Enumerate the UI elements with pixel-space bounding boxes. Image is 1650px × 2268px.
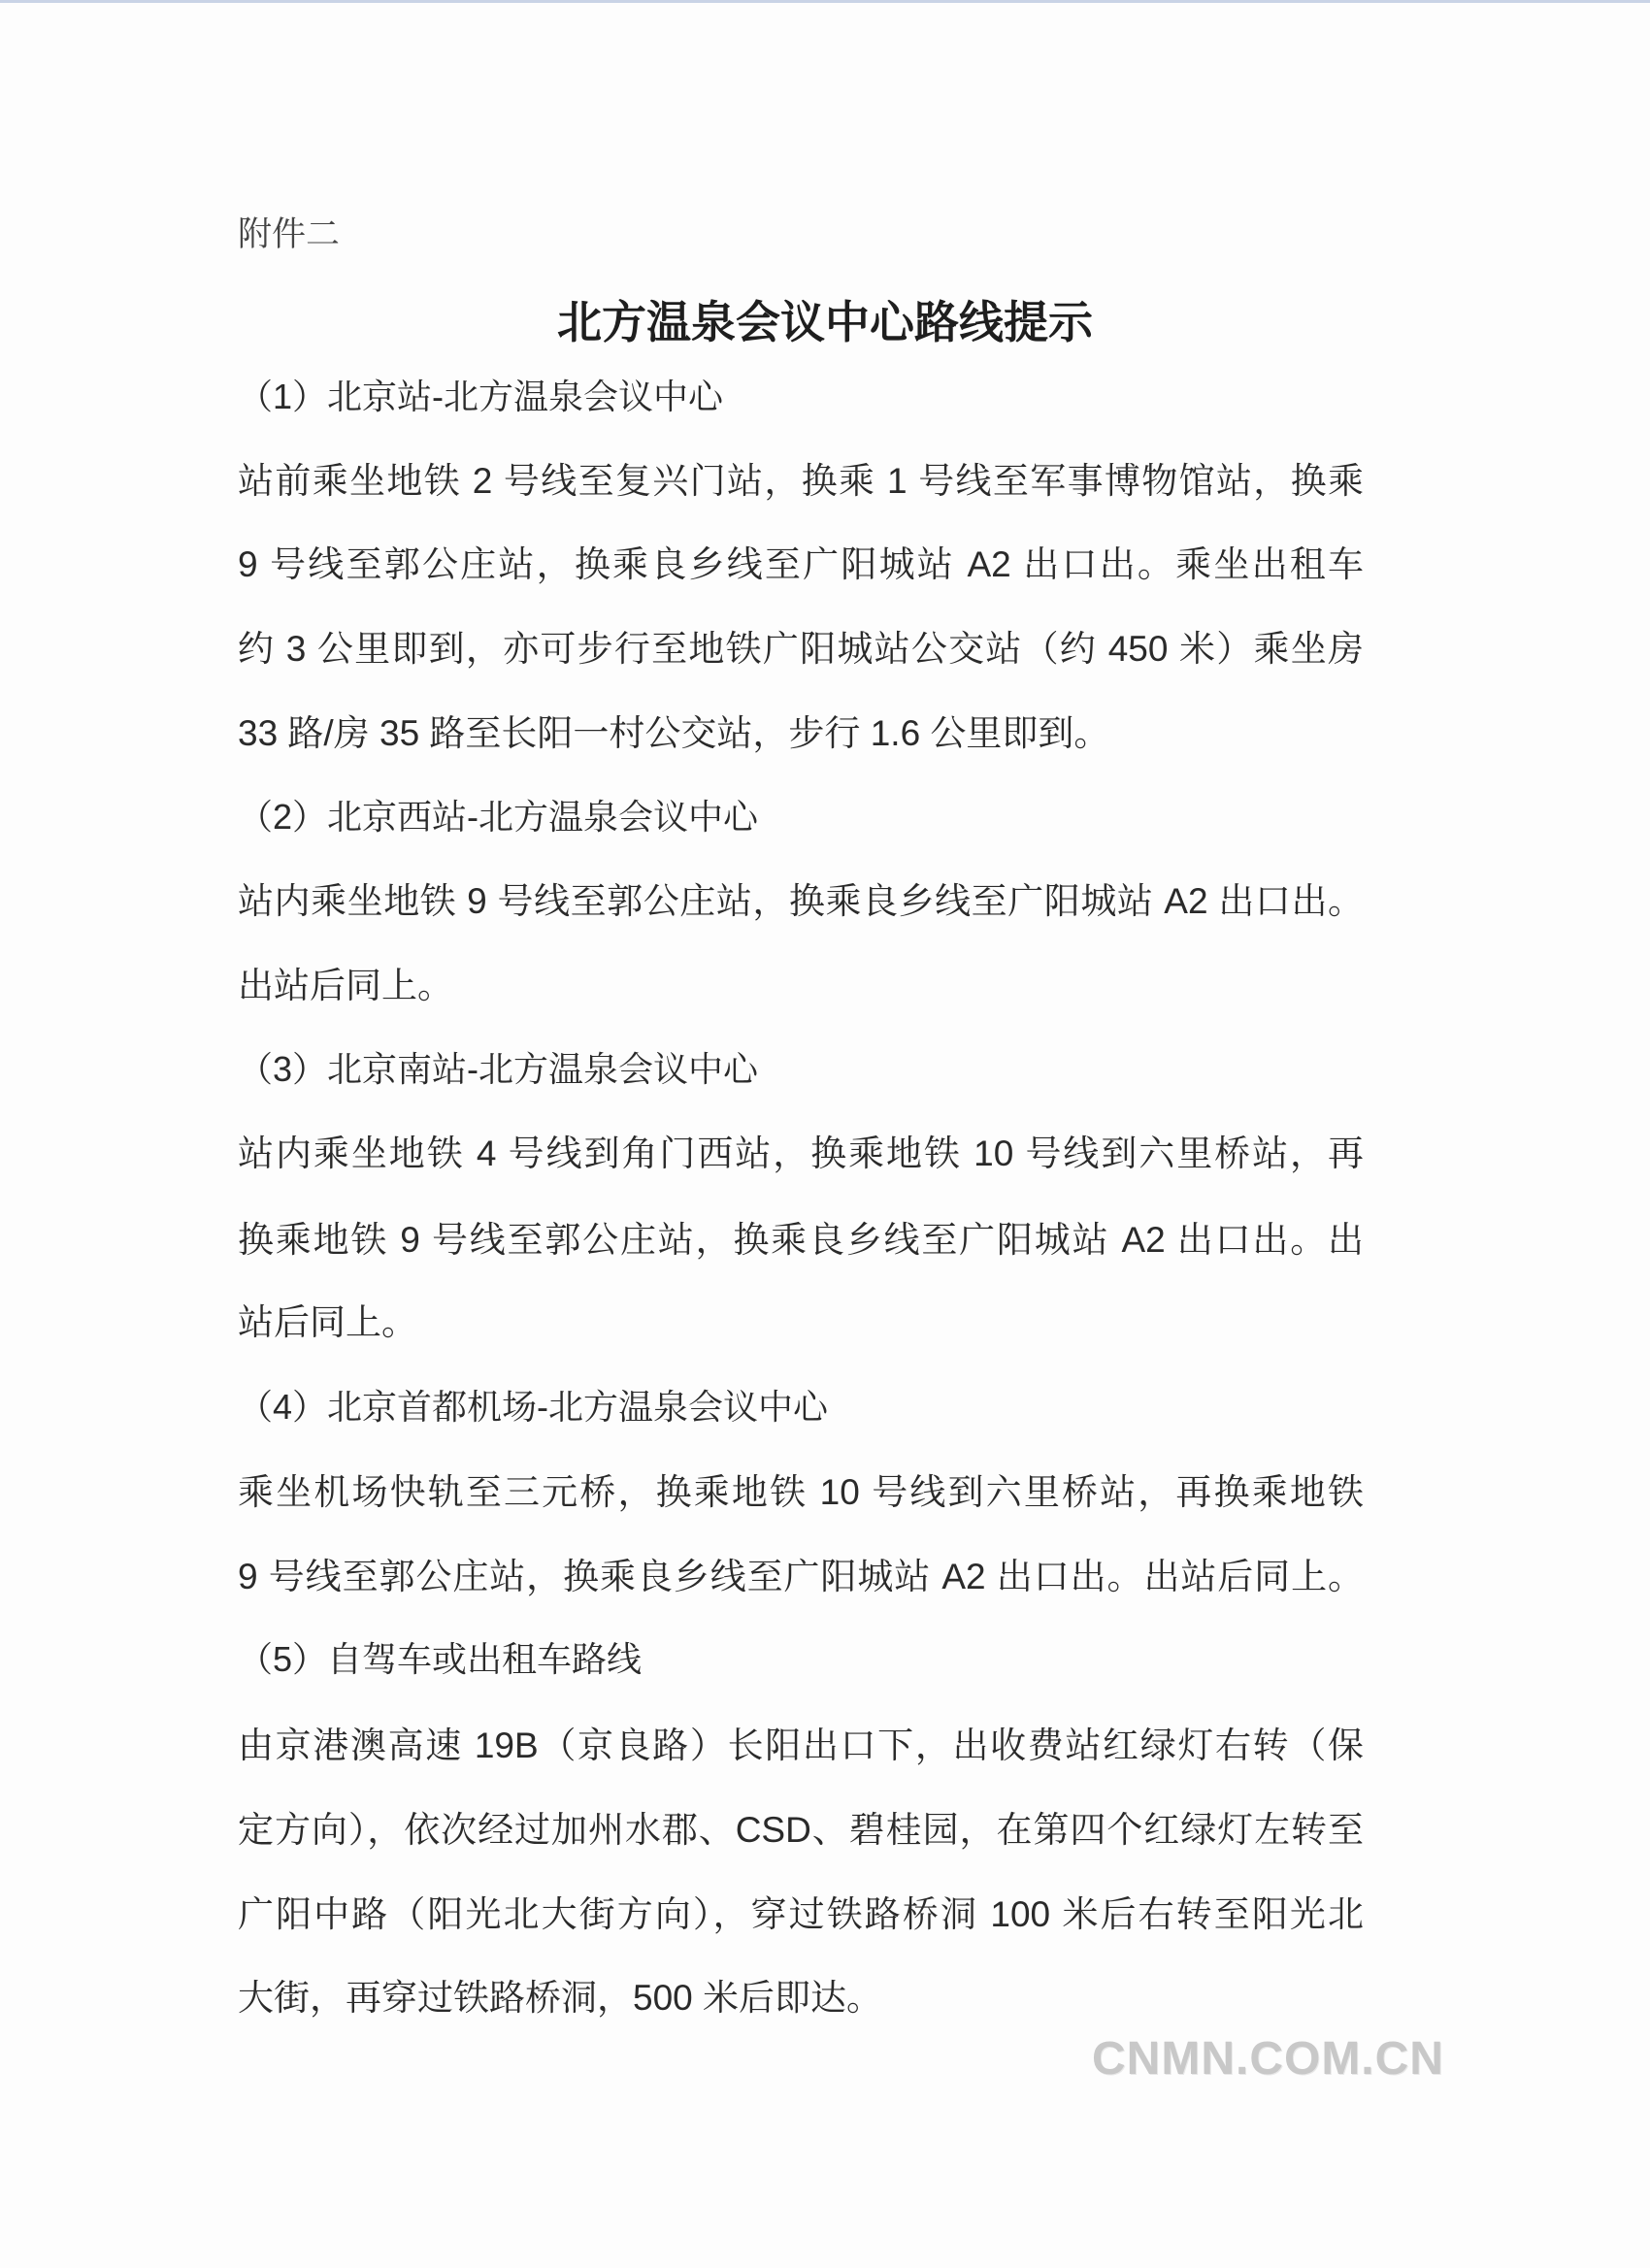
paragraph-line: 广阳中路（阳光北大街方向），穿过铁路桥洞 100 米后右转至阳光北 [238, 1894, 1364, 1934]
paragraph-line: 定方向），依次经过加州水郡、CSD、碧桂园，在第四个红绿灯左转至 [238, 1810, 1364, 1850]
watermark: CNMN.COM.CN [1092, 2033, 1444, 2085]
page-title: 北方温泉会议中心路线提示 [557, 297, 1093, 347]
paragraph-line: 9 号线至郭公庄站，换乘良乡线至广阳城站 A2 出口出。出站后同上。 [238, 1557, 1364, 1596]
paragraph-line: 站内乘坐地铁 9 号线至郭公庄站，换乘良乡线至广阳城站 A2 出口出。 [238, 881, 1364, 921]
section-heading: （1）北京站-北方温泉会议中心 [238, 377, 724, 416]
scan-edge [0, 0, 1650, 3]
paragraph-line: 换乘地铁 9 号线至郭公庄站，换乘良乡线至广阳城站 A2 出口出。出 [238, 1220, 1364, 1260]
paragraph-line: 站后同上。 [238, 1302, 417, 1342]
section-heading: （2）北京西站-北方温泉会议中心 [238, 797, 759, 837]
attachment-label: 附件二 [238, 215, 341, 253]
section-heading: （3）北京南站-北方温泉会议中心 [238, 1049, 759, 1089]
paragraph-line: 约 3 公里即到，亦可步行至地铁广阳城站公交站（约 450 米）乘坐房 [238, 629, 1364, 669]
paragraph-line: 乘坐机场快轨至三元桥，换乘地铁 10 号线到六里桥站，再换乘地铁 [238, 1472, 1364, 1512]
paragraph-line: 出站后同上。 [238, 966, 453, 1005]
paragraph-line: 33 路/房 35 路至长阳一村公交站，步行 1.6 公里即到。 [238, 713, 1110, 753]
paragraph-line: 由京港澳高速 19B（京良路）长阳出口下，出收费站红绿灯右转（保 [238, 1726, 1364, 1765]
section-heading: （5）自驾车或出租车路线 [238, 1639, 643, 1679]
paragraph-line: 9 号线至郭公庄站，换乘良乡线至广阳城站 A2 出口出。乘坐出租车 [238, 544, 1364, 584]
paragraph-line: 站前乘坐地铁 2 号线至复兴门站，换乘 1 号线至军事博物馆站，换乘 [238, 461, 1364, 501]
paragraph-line: 站内乘坐地铁 4 号线到角门西站，换乘地铁 10 号线到六里桥站，再 [238, 1134, 1364, 1173]
section-heading: （4）北京首都机场-北方温泉会议中心 [238, 1387, 829, 1427]
paragraph-line: 大街，再穿过铁路桥洞，500 米后即达。 [238, 1978, 883, 2018]
